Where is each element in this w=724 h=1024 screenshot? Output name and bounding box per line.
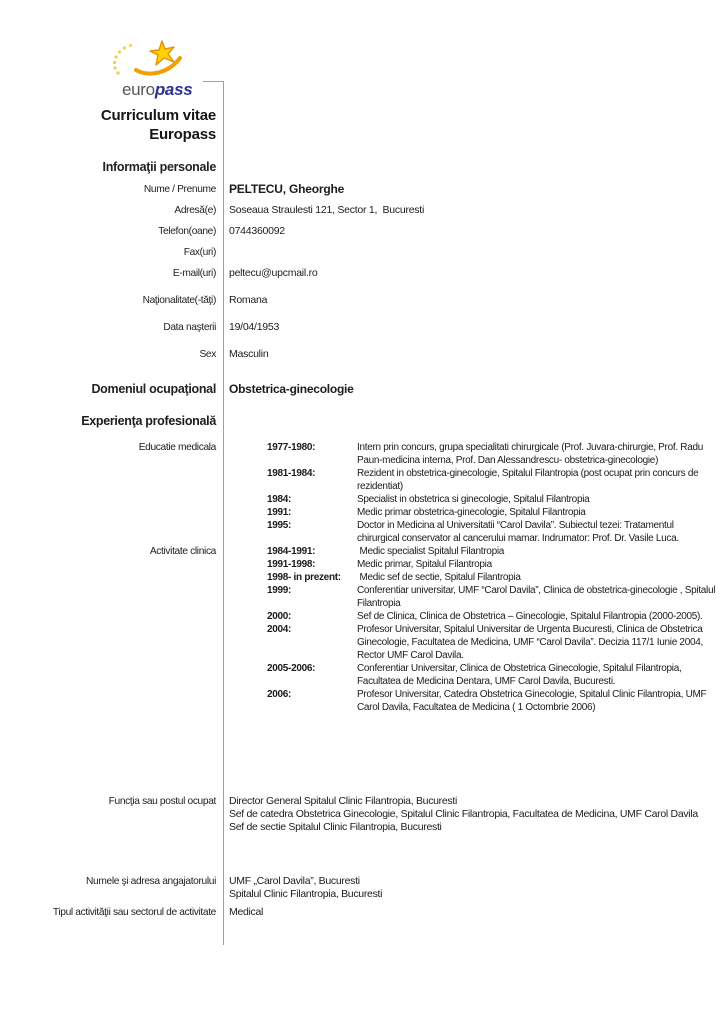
- personal-value: 0744360092: [229, 225, 285, 237]
- experience-group: [0, 441, 724, 545]
- exp-group-label: Activitate clinica: [149, 546, 216, 557]
- exp-entries: [267, 545, 716, 714]
- personal-label: Data naşterii: [163, 322, 216, 333]
- exp-date: 1984-1991:: [267, 546, 316, 557]
- personal-row: [0, 294, 724, 315]
- experience-entry: [267, 610, 716, 623]
- personal-value: Soseaua Straulesti 121, Sector 1, Bucuresti: [229, 204, 425, 216]
- exp-text: Intern prin concurs, grupa specialitati chirurgicale (Prof. Juvara-chirurgie, Prof. Radu Paun-medicina interna, Prof. Dan Alessandrescu- obstetrica-ginecologie): [357, 442, 706, 466]
- exp-date: 1998- in prezent:: [267, 572, 341, 583]
- personal-value: Masculin: [229, 348, 269, 360]
- experience-entry: [267, 662, 716, 688]
- exp-text: Medic specialist Spitalul Filantropia: [357, 546, 505, 557]
- experience-section: [0, 441, 724, 714]
- exp-date: 2000:: [267, 611, 292, 622]
- exp-text: Conferentiar Universitar, Clinica de Obstetrica Ginecologie, Spitalul Filantropia, Facultatea de Medicina Dentara, UMF Carol Davila, Bucuresti.: [357, 663, 684, 687]
- personal-value: 19/04/1953: [229, 321, 280, 333]
- logo-euro-text: euro: [122, 80, 155, 99]
- exp-entries: [267, 441, 716, 545]
- personal-info-heading: Informaţii personale: [102, 160, 216, 174]
- experience-entry: [267, 441, 716, 467]
- exp-date: 2006:: [267, 689, 292, 700]
- personal-row: [0, 267, 724, 288]
- personal-row: [0, 225, 724, 246]
- bottom-row: [0, 875, 724, 906]
- personal-row: [0, 246, 724, 267]
- exp-text: Conferentiar universitar, UMF “Carol Davila”, Clinica de obstetrica-ginecologie , Spitalul Filantropia: [357, 585, 718, 609]
- experience-entry: [267, 493, 716, 506]
- exp-text: Doctor in Medicina al Universitatii “Carol Davila”. Subiectul tezei: Tratamentul chirurgical conservator al cancerului mamar. Indrumator: Prof. Dr. Vasile Luca.: [357, 520, 679, 544]
- personal-label: Nume / Prenume: [143, 184, 216, 195]
- value-line: Medical: [229, 906, 264, 918]
- experience-entry: [267, 467, 716, 493]
- personal-row: [0, 321, 724, 342]
- personal-value: PELTECU, Gheorghe: [229, 182, 345, 196]
- exp-text: Profesor Universitar, Spitalul Universitar de Urgenta Bucuresti, Clinica de Obstetrica Ginecologie, Facultatea de Medicina, UMF “Carol Davila”. Decizia 117/1 Iunie 2004, Rector UMF Carol Davila.: [357, 624, 706, 661]
- logo-pass-text: pass: [154, 80, 193, 99]
- experience-group: [0, 545, 724, 714]
- value-line: UMF „Carol Davila”, Bucuresti: [229, 875, 360, 887]
- personal-label: Adresă(e): [174, 205, 216, 216]
- exp-group-label: Educatie medicala: [138, 442, 216, 453]
- bottom-label: Funcţia sau postul ocupat: [108, 796, 216, 807]
- personal-row: [0, 183, 724, 204]
- page-title-line1: Curriculum vitae: [100, 107, 216, 124]
- exp-date: 2004:: [267, 624, 292, 635]
- europass-star-icon: [110, 40, 210, 78]
- personal-label: E-mail(uri): [172, 268, 216, 279]
- experience-entry: [267, 558, 716, 571]
- exp-date: 1995:: [267, 520, 292, 531]
- exp-text: Profesor Universitar, Catedra Obstetrica Ginecologie, Spitalul Clinic Filantropia, UMF Carol Davila, Facultatea de Medicina ( 1 Octombrie 2006): [357, 689, 709, 713]
- personal-row: [0, 348, 724, 369]
- bottom-rows: [0, 795, 724, 919]
- bottom-lines: [229, 875, 714, 901]
- personal-rows: [0, 183, 724, 369]
- exp-date: 1977-1980:: [267, 442, 316, 453]
- bottom-row: [0, 906, 724, 919]
- bottom-lines: [229, 795, 714, 834]
- occupational-domain-label: Domeniul ocupaţional: [91, 382, 216, 396]
- value-line: Spitalul Clinic Filantropia, Bucuresti: [229, 888, 383, 900]
- europass-logo: [110, 40, 220, 100]
- personal-info-section: [0, 160, 724, 369]
- exp-date: 1991:: [267, 507, 292, 518]
- experience-entry: [267, 623, 716, 662]
- exp-date: 1981-1984:: [267, 468, 316, 479]
- exp-date: 1991-1998:: [267, 559, 316, 570]
- occupational-domain-value: Obstetrica-ginecologie: [229, 382, 354, 396]
- exp-date: 1984:: [267, 494, 292, 505]
- exp-text: Rezident in obstetrica-ginecologie, Spitalul Filantropia (post ocupat prin concurs de rezidentiat): [357, 468, 701, 492]
- bottom-lines: [229, 906, 714, 919]
- personal-value: peltecu@upcmail.ro: [229, 267, 318, 279]
- experience-entry: [267, 506, 716, 519]
- exp-date: 1999:: [267, 585, 292, 596]
- exp-text: Medic primar, Spitalul Filantropia: [357, 559, 492, 570]
- exp-text: Specialist in obstetrica si ginecologie, Spitalul Filantropia: [357, 494, 590, 505]
- page-title: [0, 106, 216, 144]
- experience-groups: [0, 441, 724, 714]
- value-line: Director General Spitalul Clinic Filantropia, Bucuresti: [229, 795, 458, 807]
- exp-text: Sef de Clinica, Clinica de Obstetrica – Ginecologie, Spitalul Filantropia (2000-2005).: [357, 611, 703, 622]
- experience-entry: [267, 688, 716, 714]
- personal-label: Sex: [199, 349, 216, 360]
- exp-text: Medic primar obstetrica-ginecologie, Spitalul Filantropia: [357, 507, 586, 518]
- exp-date: 2005-2006:: [267, 663, 316, 674]
- experience-heading: Experienţa profesională: [81, 414, 216, 428]
- experience-entry: [267, 545, 716, 558]
- exp-text: Medic sef de sectie, Spitalul Filantropia: [357, 572, 521, 583]
- value-line: Sef de catedra Obstetrica Ginecologie, Spitalul Clinic Filantropia, Facultatea de Medicina, UMF Carol Davila: [229, 808, 698, 820]
- personal-info-heading-row: [0, 160, 724, 174]
- page-title-line2: Europass: [149, 126, 216, 143]
- occupational-domain-row: [0, 382, 724, 396]
- personal-row: [0, 204, 724, 225]
- personal-label: Fax(uri): [183, 247, 216, 258]
- personal-label: Telefon(oane): [158, 226, 216, 237]
- experience-entry: [267, 519, 716, 545]
- bottom-label: Tipul activităţii sau sectorul de activitate: [52, 907, 216, 918]
- europass-logo-text: [110, 80, 220, 100]
- personal-value: Romana: [229, 294, 268, 306]
- bottom-label: Numele şi adresa angajatorului: [86, 876, 216, 887]
- personal-label: Naţionalitate(-tăţi): [142, 295, 216, 306]
- bottom-row: [0, 795, 724, 875]
- value-line: Sef de sectie Spitalul Clinic Filantropia, Bucuresti: [229, 821, 442, 833]
- experience-entry: [267, 571, 716, 584]
- experience-entry: [267, 584, 716, 610]
